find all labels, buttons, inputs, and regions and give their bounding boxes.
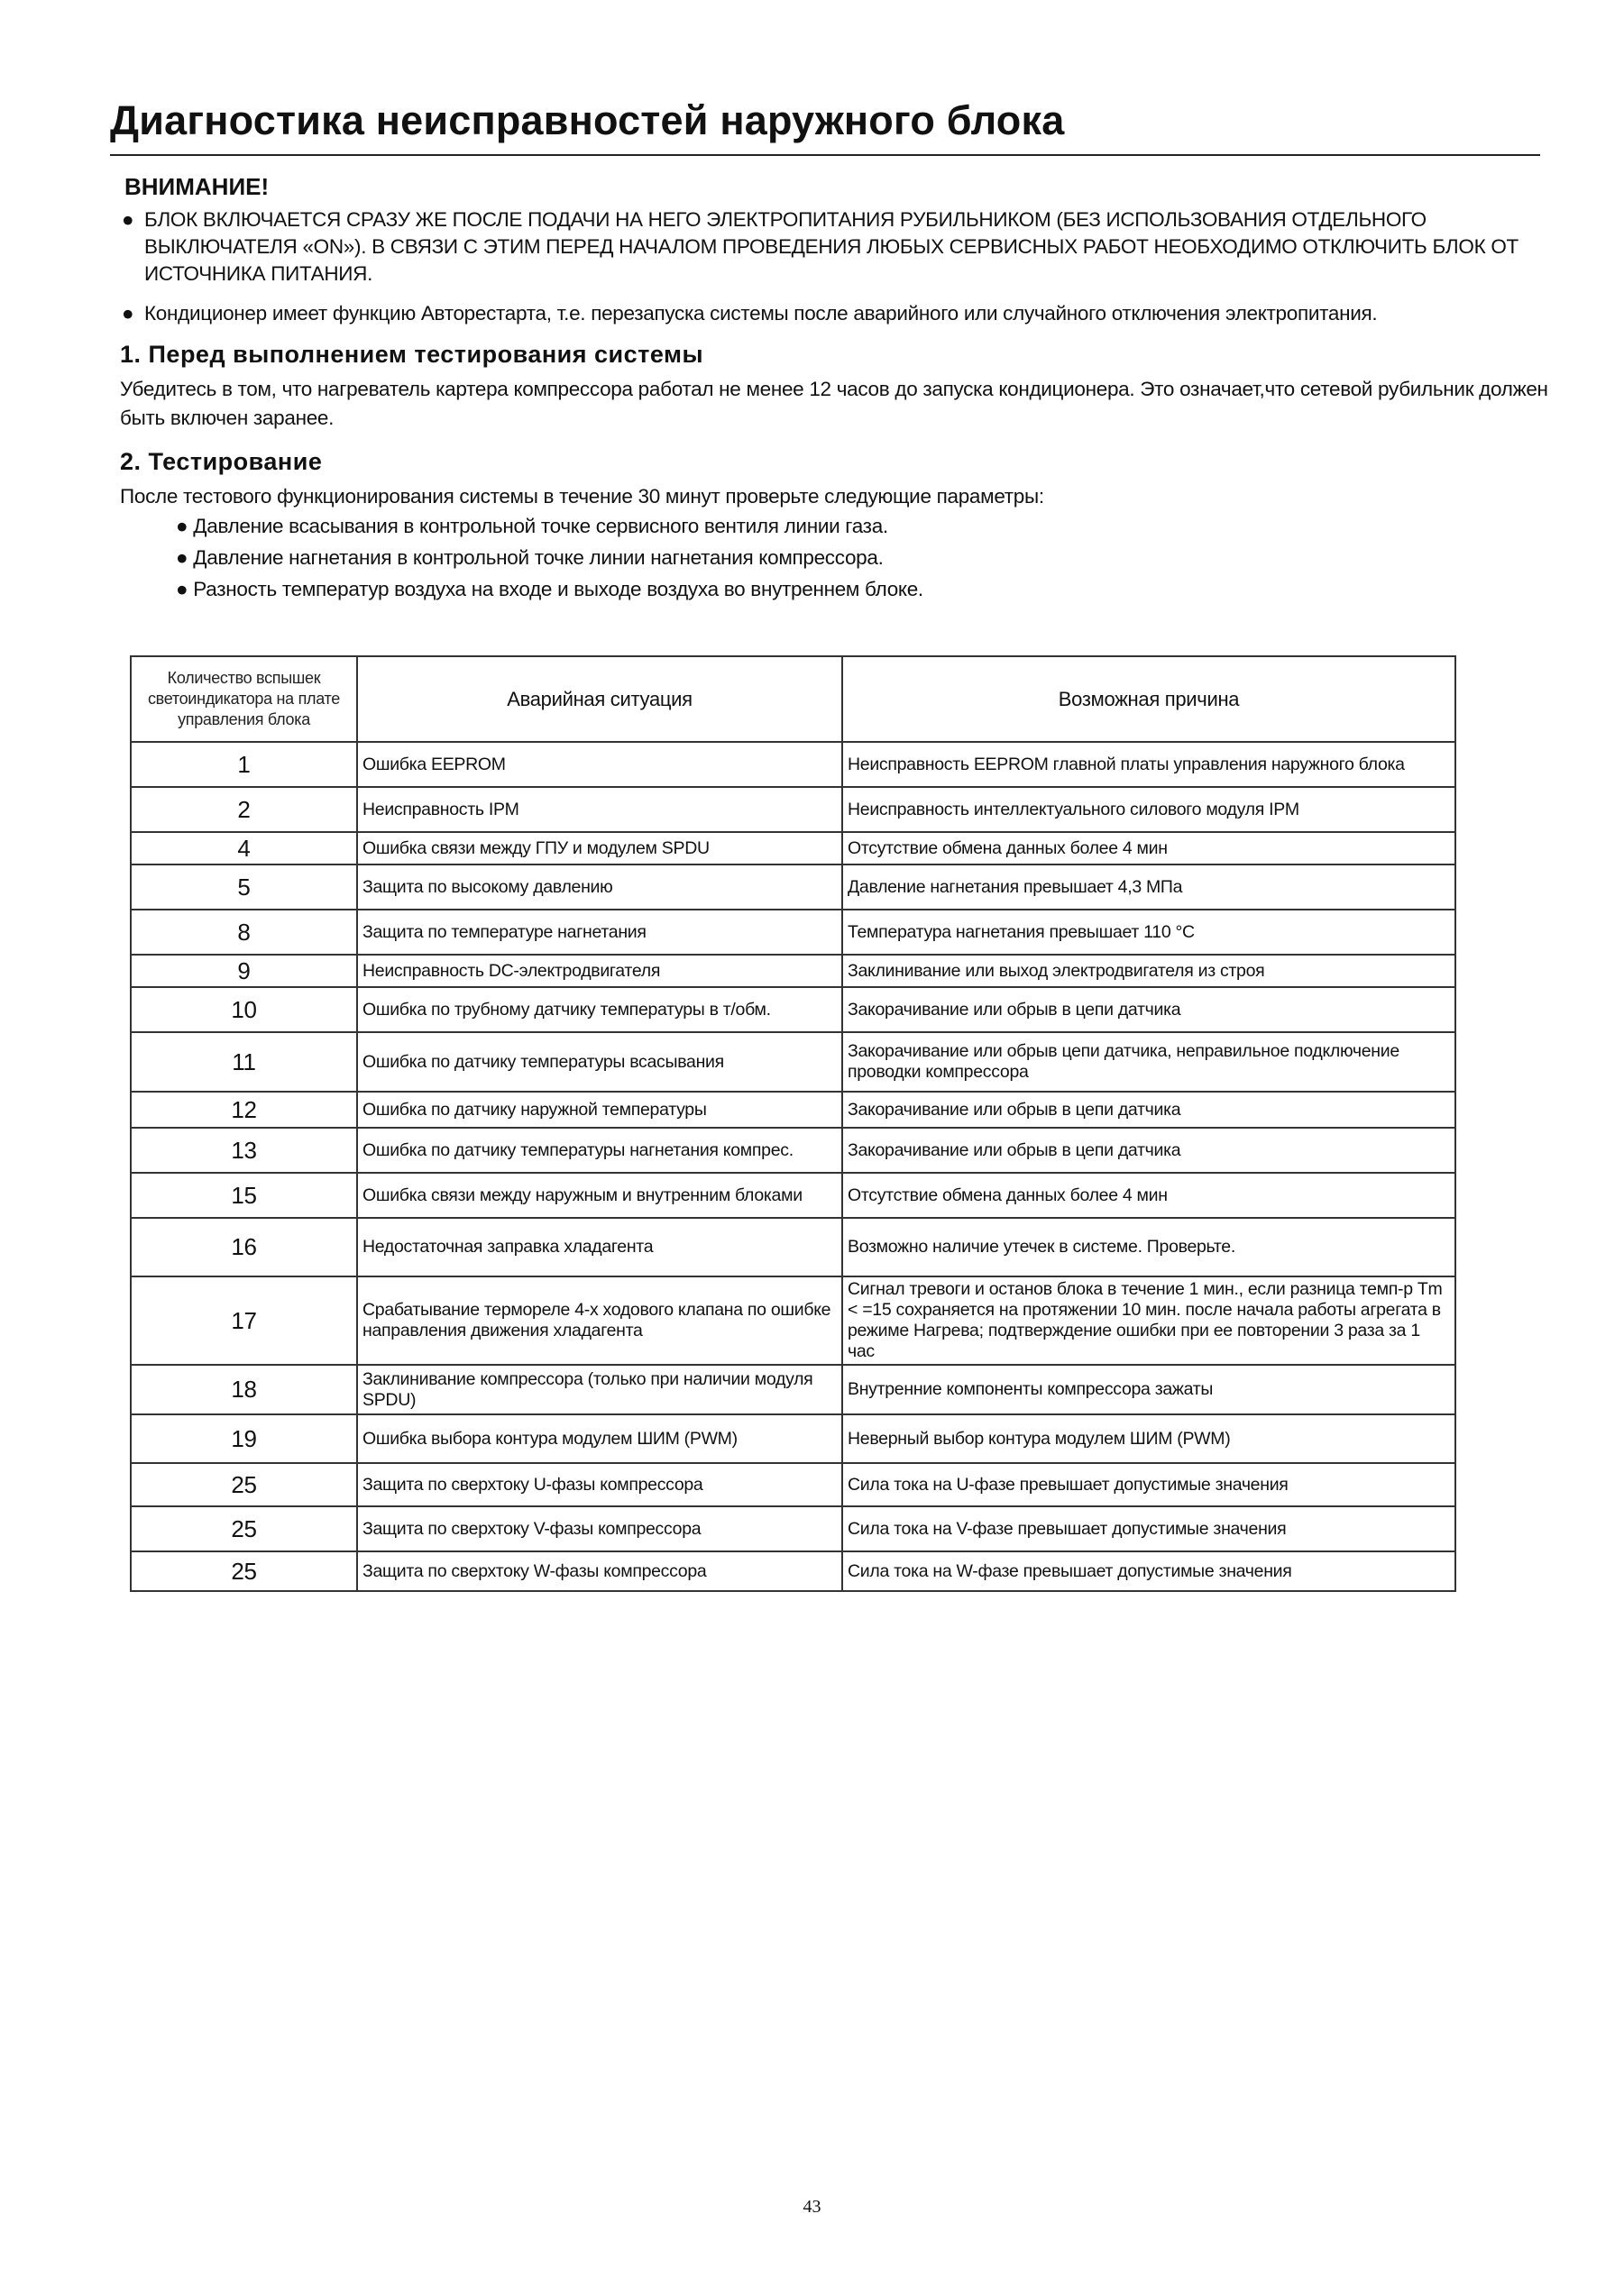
situation-cell: Ошибка выбора контура модулем ШИМ (PWM) — [357, 1414, 842, 1463]
test-param-item — [176, 544, 884, 572]
cause-cell: Сила тока на U-фазе превышает допустимые значения — [842, 1463, 1455, 1506]
flash-count-cell: 25 — [131, 1463, 357, 1506]
table-row — [131, 1463, 1455, 1506]
table-row — [131, 832, 1455, 864]
situation-cell: Ошибка связи между наружным и внутренним блоками — [357, 1173, 842, 1218]
table-body — [131, 742, 1455, 1591]
warning-bullet-2 — [122, 300, 1546, 327]
table-row — [131, 1173, 1455, 1218]
flash-count-cell: 16 — [131, 1218, 357, 1276]
cause-cell: Закорачивание или обрыв цепи датчика, неправильное подключение проводки компрессора — [842, 1032, 1455, 1092]
table-row — [131, 787, 1455, 832]
situation-cell: Ошибка по датчику температуры всасывания — [357, 1032, 842, 1092]
cause-cell: Заклинивание или выход электродвигателя из строя — [842, 955, 1455, 987]
table-row — [131, 1092, 1455, 1128]
test-param-item — [176, 576, 923, 603]
flash-count-cell: 10 — [131, 987, 357, 1032]
page-title: Диагностика неисправностей наружного блока — [110, 97, 1065, 143]
section-2-text: После тестового функционирования системы в течение 30 минут проверьте следующие параметры: — [120, 485, 1044, 508]
cause-cell: Неисправность интеллектуального силового модуля IPM — [842, 787, 1455, 832]
page-number: 43 — [803, 2197, 821, 2217]
header-situation: Аварийная ситуация — [357, 656, 842, 742]
flash-count-cell: 2 — [131, 787, 357, 832]
situation-cell: Защита по сверхтоку W-фазы компрессора — [357, 1551, 842, 1591]
section-1-heading: 1. Перед выполнением тестирования системы — [120, 341, 704, 368]
cause-cell: Возможно наличие утечек в системе. Проверьте. — [842, 1218, 1455, 1276]
situation-cell: Защита по высокому давлению — [357, 864, 842, 910]
test-param-item — [176, 513, 888, 540]
test-param-text: Разность температур воздуха на входе и выходе воздуха во внутреннем блоке. — [193, 578, 923, 600]
table-row — [131, 742, 1455, 787]
flash-count-cell: 13 — [131, 1128, 357, 1173]
cause-cell: Давление нагнетания превышает 4,3 МПа — [842, 864, 1455, 910]
table-row — [131, 1414, 1455, 1463]
section-1-text: Убедитесь в том, что нагреватель картера компрессора работал не менее 12 часов до запуска кондиционера. Это означает,что сетевой рубильник должен быть включен заранее. — [120, 378, 1548, 429]
header-flash-count: Количество вспышек светоиндикатора на плате управления блока — [131, 656, 357, 742]
situation-cell: Защита по сверхтоку U-фазы компрессора — [357, 1463, 842, 1506]
flash-count-cell: 18 — [131, 1365, 357, 1414]
cause-cell: Температура нагнетания превышает 110 °C — [842, 910, 1455, 955]
situation-cell: Защита по сверхтоку V-фазы компрессора — [357, 1506, 842, 1551]
title-divider — [110, 154, 1540, 156]
cause-cell: Закорачивание или обрыв в цепи датчика — [842, 1092, 1455, 1128]
table-row — [131, 987, 1455, 1032]
test-param-text: Давление нагнетания в контрольной точке линии нагнетания компрессора. — [193, 546, 884, 569]
table-row — [131, 1551, 1455, 1591]
table-row — [131, 910, 1455, 955]
situation-cell: Неисправность DC-электродвигателя — [357, 955, 842, 987]
table-row — [131, 955, 1455, 987]
flash-count-cell: 11 — [131, 1032, 357, 1092]
situation-cell: Ошибка по датчику температуры нагнетания компрес. — [357, 1128, 842, 1173]
situation-cell: Неисправность IPM — [357, 787, 842, 832]
table-row — [131, 864, 1455, 910]
flash-count-cell: 5 — [131, 864, 357, 910]
flash-count-cell: 19 — [131, 1414, 357, 1463]
warning-bullet-text: Кондиционер имеет функцию Авторестарта, т.е. перезапуска системы после аварийного или случайного отключения электропитания. — [144, 302, 1378, 325]
flash-count-cell: 12 — [131, 1092, 357, 1128]
table-header-row — [131, 656, 1455, 742]
situation-cell: Заклинивание компрессора (только при наличии модуля SPDU) — [357, 1365, 842, 1414]
header-cause: Возможная причина — [842, 656, 1455, 742]
bullet-icon: ● — [176, 546, 188, 569]
cause-cell: Внутренние компоненты компрессора зажаты — [842, 1365, 1455, 1414]
warning-bullet-1 — [122, 206, 1546, 288]
table-row — [131, 1276, 1455, 1365]
cause-cell: Неисправность EEPROM главной платы управления наружного блока — [842, 742, 1455, 787]
situation-cell: Ошибка связи между ГПУ и модулем SPDU — [357, 832, 842, 864]
flash-count-cell: 17 — [131, 1276, 357, 1365]
warning-bullet-text: БЛОК ВКЛЮЧАЕТСЯ СРАЗУ ЖЕ ПОСЛЕ ПОДАЧИ НА НЕГО ЭЛЕКТРОПИТАНИЯ РУБИЛЬНИКОМ (БЕЗ ИСПОЛЬЗОВАНИЯ ОТДЕЛЬНОГО ВЫКЛЮЧАТЕЛЯ «ON»). В СВЯЗИ С ЭТИМ ПЕРЕД НАЧАЛОМ ПРОВЕДЕНИЯ ЛЮБЫХ СЕРВИСНЫХ РАБОТ НЕОБХОДИМО ОТКЛЮЧИТЬ БЛОК ОТ ИСТОЧНИКА ПИТАНИЯ. — [144, 208, 1518, 285]
cause-cell: Неверный выбор контура модулем ШИМ (PWM) — [842, 1414, 1455, 1463]
flash-count-cell: 25 — [131, 1551, 357, 1591]
situation-cell: Ошибка EEPROM — [357, 742, 842, 787]
cause-cell: Отсутствие обмена данных более 4 мин — [842, 832, 1455, 864]
cause-cell: Сигнал тревоги и останов блока в течение 1 мин., если разница темп-р Tm < =15 сохраняется на протяжении 10 мин. после начала работы агрегата в режиме Нагрева; подтверждение ошибки при ее повторении 3 раза за 1 час — [842, 1276, 1455, 1365]
table-row — [131, 1365, 1455, 1414]
flash-count-cell: 25 — [131, 1506, 357, 1551]
warning-heading: ВНИМАНИЕ! — [124, 173, 270, 200]
situation-cell: Ошибка по датчику наружной температуры — [357, 1092, 842, 1128]
test-param-text: Давление всасывания в контрольной точке сервисного вентиля линии газа. — [193, 515, 888, 537]
situation-cell: Защита по температуре нагнетания — [357, 910, 842, 955]
flash-count-cell: 8 — [131, 910, 357, 955]
diagnostics-table — [130, 655, 1456, 1592]
flash-count-cell: 4 — [131, 832, 357, 864]
situation-cell: Срабатывание термореле 4-х ходового клапана по ошибке направления движения хладагента — [357, 1276, 842, 1365]
cause-cell: Сила тока на V-фазе превышает допустимые значения — [842, 1506, 1455, 1551]
situation-cell: Недостаточная заправка хладагента — [357, 1218, 842, 1276]
table-row — [131, 1128, 1455, 1173]
bullet-icon: ● — [176, 578, 188, 600]
bullet-icon: ● — [176, 515, 188, 537]
cause-cell: Сила тока на W-фазе превышает допустимые значения — [842, 1551, 1455, 1591]
situation-cell: Ошибка по трубному датчику температуры в т/обм. — [357, 987, 842, 1032]
flash-count-cell: 9 — [131, 955, 357, 987]
bullet-icon: ● — [122, 208, 134, 231]
bullet-icon: ● — [122, 302, 134, 325]
section-2-heading: 2. Тестирование — [120, 448, 323, 475]
table-row — [131, 1032, 1455, 1092]
cause-cell: Закорачивание или обрыв в цепи датчика — [842, 1128, 1455, 1173]
flash-count-cell: 1 — [131, 742, 357, 787]
cause-cell: Отсутствие обмена данных более 4 мин — [842, 1173, 1455, 1218]
cause-cell: Закорачивание или обрыв в цепи датчика — [842, 987, 1455, 1032]
table-row — [131, 1218, 1455, 1276]
table-row — [131, 1506, 1455, 1551]
flash-count-cell: 15 — [131, 1173, 357, 1218]
